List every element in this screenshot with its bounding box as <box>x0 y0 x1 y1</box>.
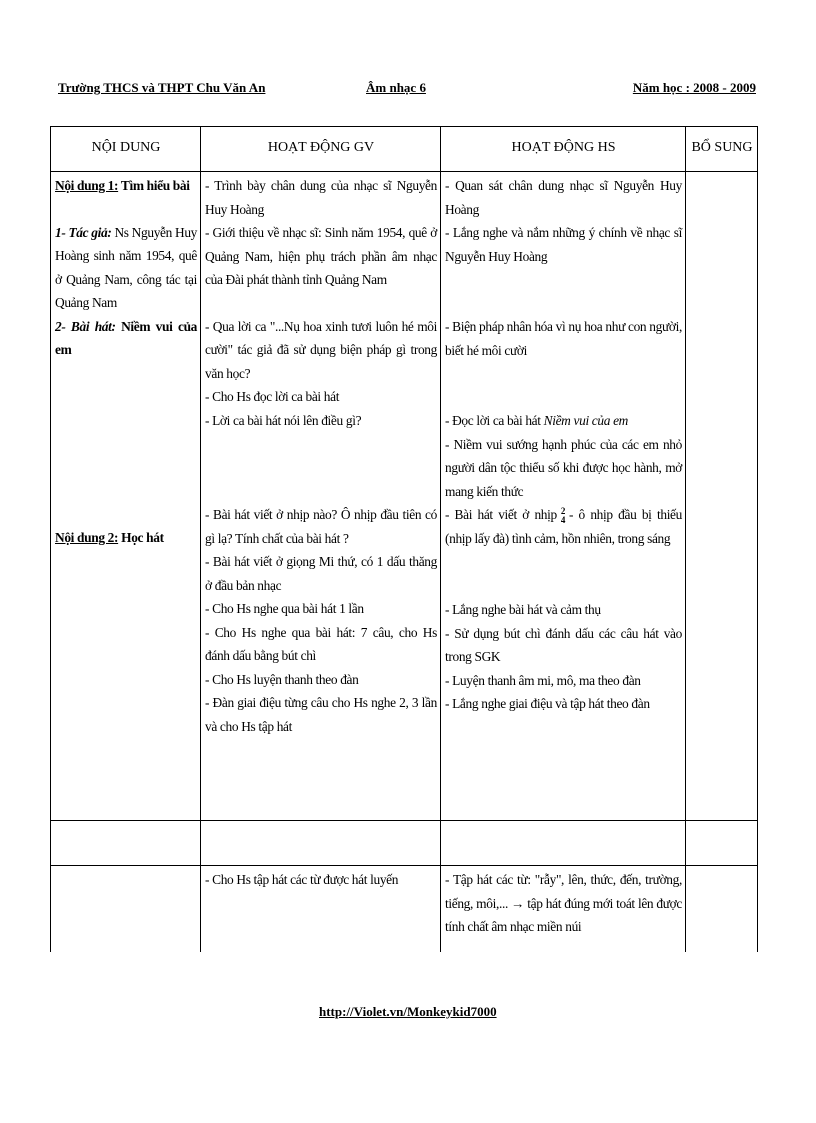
empty-cell <box>441 821 686 866</box>
teacher-item: - Đàn giai điệu từng câu cho Hs nghe 2, 3 lần và cho Hs tập hát <box>205 695 437 734</box>
time-signature-bottom: 4 <box>560 514 566 525</box>
student-item: - Sử dụng bút chì đánh dấu các câu hát vào trong SGK <box>445 625 682 664</box>
author-text: Ns Nguyễn Huy Hoàng sinh năm 1954, quê ở Quảng Nam, công tác tại Quảng Nam <box>55 224 198 310</box>
teacher-item: - Bài hát viết ở nhịp nào? Ô nhịp đầu tiên có gì lạ? Tính chất của bài hát ? <box>205 507 437 546</box>
content-cell <box>51 866 201 953</box>
teacher-activity-cell <box>201 172 441 821</box>
student-item-text: - Đọc lời ca bài hát <box>445 413 544 428</box>
section-label: Nội dung 2: <box>55 529 119 545</box>
col-header-content: NỘI DUNG <box>51 127 201 172</box>
teacher-item: - Cho Hs tập hát các từ được hát luyến <box>205 872 399 887</box>
teacher-item: - Qua lời ca "...Nụ hoa xinh tươi luôn hé môi cười" tác giả đã sử dụng biện pháp gì trong văn học? <box>205 318 437 381</box>
song-label: 2- Bài hát: <box>55 318 116 334</box>
table-header-row <box>51 127 758 172</box>
teacher-item: - Bài hát viết ở giọng Mi thứ, có 1 dấu thăng ở đầu bản nhạc <box>205 554 437 593</box>
col-header-student: HOẠT ĐỘNG HS <box>441 127 686 172</box>
song-title-italic: Niềm vui của em <box>543 413 629 428</box>
student-item: - Lắng nghe giai điệu và tập hát theo đàn <box>445 696 650 711</box>
section-title: Tìm hiểu bài <box>118 178 190 193</box>
student-activity-cell <box>441 172 686 821</box>
teacher-item: - Giới thiệu về nhạc sĩ: Sinh năm 1954, quê ở Quảng Nam, hiện phụ trách phần âm nhạc của Đài phát thành tỉnh Quảng Nam <box>205 225 437 287</box>
student-item: - Luyện thanh âm mi, mô, ma theo đàn <box>445 672 641 688</box>
section-title: Học hát <box>118 529 164 545</box>
table-row <box>51 172 758 821</box>
col-header-supplement: BỔ SUNG <box>686 127 758 172</box>
student-item-text: - ô nhịp đầu bị thiếu (nhịp lấy đà) tình cảm, hồn nhiên, trong sáng <box>445 507 682 546</box>
empty-cell <box>51 821 201 866</box>
student-item: - Quan sát chân dung nhạc sĩ Nguyễn Huy Hoàng <box>445 178 682 217</box>
lesson-plan-table <box>50 126 758 952</box>
subject-title: Âm nhạc 6 <box>366 80 426 95</box>
student-item: - Lắng nghe và nắm những ý chính về nhạc sĩ Nguyễn Huy Hoàng <box>445 225 682 264</box>
teacher-item: - Lời ca bài hát nói lên điều gì? <box>205 412 362 428</box>
school-year: Năm học : 2008 - 2009 <box>632 80 756 95</box>
teacher-item: - Trình bày chân dung của nhạc sĩ Nguyễn Huy Hoàng <box>205 178 437 217</box>
teacher-activity-cell <box>201 866 441 953</box>
col-header-teacher: HOẠT ĐỘNG GV <box>201 127 441 172</box>
song-info <box>55 315 197 362</box>
student-item: - Tập hát các từ: "rẫy", lên, thức, đến, trường, tiếng, môi,... → tập hát đúng mới toát lên được tính chất âm nhạc miền núi <box>445 872 682 934</box>
content-section-1 <box>55 174 197 198</box>
teacher-item: - Cho Hs đọc lời ca bài hát <box>205 389 340 404</box>
author-label: 1- Tác giả: <box>55 224 112 240</box>
content-cell <box>51 172 201 821</box>
time-signature-text: - Bài hát viết ở nhịp <box>445 507 557 522</box>
student-item: - Niềm vui sướng hạnh phúc của các em nhỏ người dân tộc thiểu số khi được học hành, mở mang kiến thức <box>445 436 682 499</box>
empty-cell <box>686 821 758 866</box>
song-text: Niềm vui của em <box>55 318 198 357</box>
empty-cell <box>201 821 441 866</box>
teacher-item: - Cho Hs luyện thanh theo đàn <box>205 671 359 687</box>
table-row <box>51 866 758 953</box>
student-item: - Biện pháp nhân hóa vì nụ hoa như con người, biết hé môi cười <box>445 319 682 358</box>
supplement-cell <box>686 866 758 953</box>
content-section-2 <box>55 526 197 550</box>
footer-link[interactable]: http://Violet.vn/Monkeykid7000 <box>319 1004 497 1019</box>
student-item <box>445 503 682 550</box>
author-info <box>55 221 197 315</box>
teacher-item: - Cho Hs nghe qua bài hát 1 lần <box>205 601 364 616</box>
teacher-item: - Cho Hs nghe qua bài hát: 7 câu, cho Hs đánh dấu bằng bút chì <box>205 624 437 663</box>
section-label: Nội dung 1: <box>55 178 119 193</box>
supplement-cell <box>686 172 758 821</box>
time-signature <box>561 507 565 525</box>
time-signature-top: 2 <box>560 505 566 516</box>
student-item: - Lắng nghe bài hát và cảm thụ <box>445 602 601 617</box>
student-activity-cell <box>441 866 686 953</box>
student-item <box>445 409 682 433</box>
school-name: Trường THCS và THPT Chu Văn An <box>58 80 266 95</box>
table-row <box>51 821 758 866</box>
